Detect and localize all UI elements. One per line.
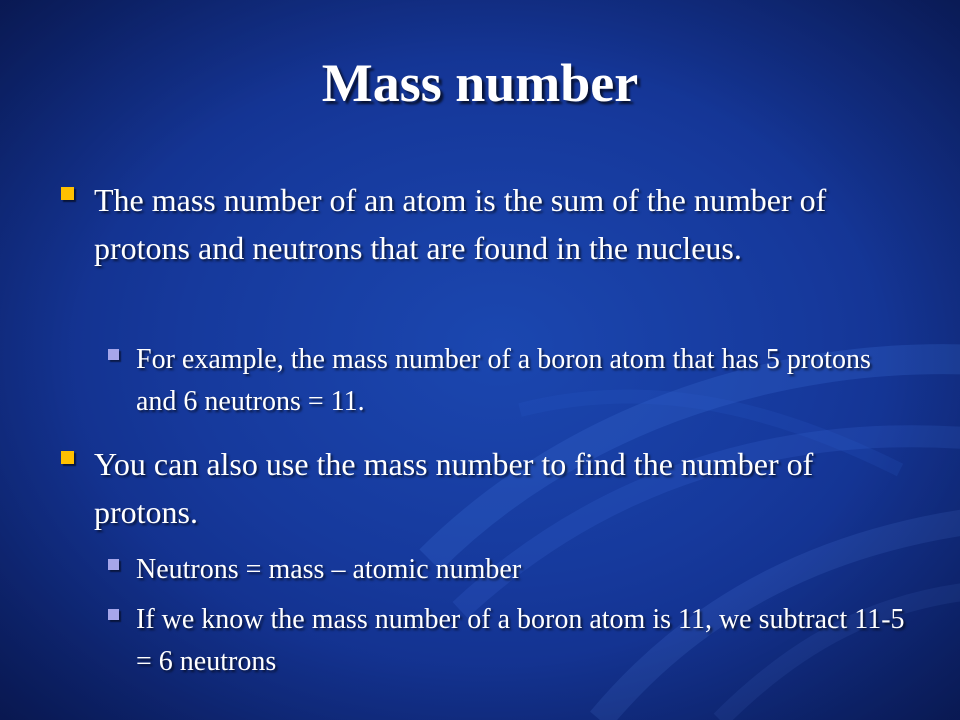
bullet-item [61,440,901,536]
sub-bullet-text: If we know the mass number of a boron atom is 11, we subtract 11-5 = 6 neutrons [136,604,905,677]
sub-bullet-item [108,599,908,683]
square-bullet-icon [61,187,74,200]
bullet-text: You can also use the mass number to find the number of protons. [94,446,814,530]
sub-bullet-text: For example, the mass number of a boron atom that has 5 protons and 6 neutrons = 11. [136,344,871,417]
slide-title: Mass number [321,53,639,113]
square-bullet-icon [108,609,119,620]
square-bullet-icon [61,451,74,464]
sub-bullet-item [108,549,908,591]
square-bullet-icon [108,349,119,360]
sub-bullet-item [108,339,908,423]
square-bullet-icon [108,559,119,570]
bullet-item [61,176,901,272]
bullet-text: The mass number of an atom is the sum of the number of protons and neutrons that are found in the nucleus. [94,182,827,266]
sub-bullet-text: Neutrons = mass – atomic number [136,554,522,585]
